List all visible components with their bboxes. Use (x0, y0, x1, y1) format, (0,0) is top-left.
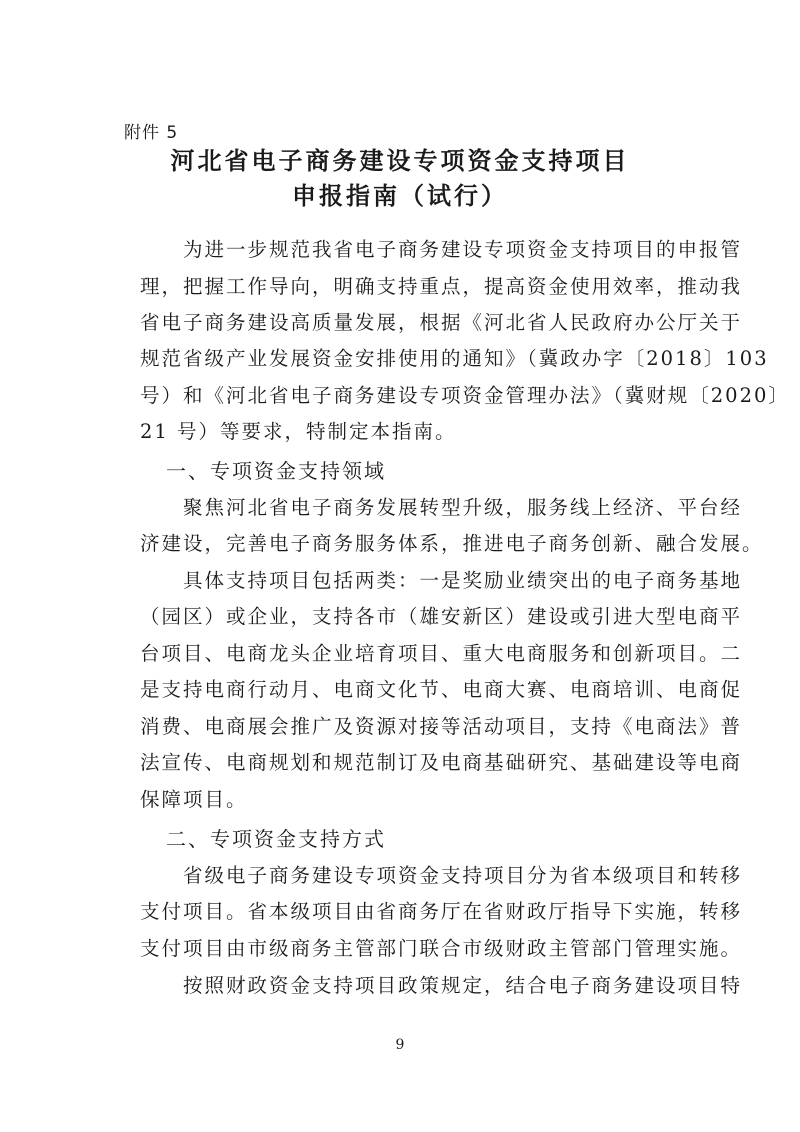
section2-para1-line: 支付项目由市级商务主管部门联合市级财政主管部门管理实施。 (140, 937, 743, 960)
document-title-line-1: 河北省电子商务建设专项资金支持项目 (170, 146, 630, 175)
section1-para1-line: 聚焦河北省电子商务发展转型升级，服务线上经济、平台经 (140, 496, 743, 519)
attachment-label: 附件 5 (124, 123, 179, 143)
section1-para2-line: 保障项目。 (140, 788, 248, 811)
intro-line: 为进一步规范我省电子商务建设专项资金支持项目的申报管 (140, 238, 743, 261)
section2-para2-line: 按照财政资金支持项目政策规定，结合电子商务建设项目特 (140, 974, 743, 997)
section2-para1-line: 支付项目。省本级项目由省商务厅在省财政厅指导下实施，转移 (140, 900, 743, 923)
document-title-line-2: 申报指南（试行） (292, 181, 508, 210)
section1-para2-line: 法宣传、电商规划和规范制订及电商基础研究、基础建设等电商 (140, 751, 743, 774)
section1-para2-line: 台项目、电商龙头企业培育项目、重大电商服务和创新项目。二 (140, 642, 743, 665)
page-number: 9 (395, 1037, 405, 1053)
section1-para2-line: 是支持电商行动月、电商文化节、电商大赛、电商培训、电商促 (140, 678, 743, 701)
section1-para2-line: （园区）或企业，支持各市（雄安新区）建设或引进大型电商平 (140, 605, 743, 628)
section1-para2-line: 消费、电商展会推广及资源对接等活动项目，支持《电商法》普 (140, 715, 743, 738)
intro-line: 号）和《河北省电子商务建设专项资金管理办法》（冀财规〔2020〕 (140, 384, 790, 407)
section-heading-2: 二、专项资金支持方式 (166, 827, 386, 851)
section1-para2-line: 具体支持项目包括两类：一是奖励业绩突出的电子商务基地 (140, 569, 743, 592)
intro-line: 理，把握工作导向，明确支持重点，提高资金使用效率，推动我 (140, 275, 743, 298)
intro-line: 规范省级产业发展资金安排使用的通知》（冀政办字〔2018〕103 (140, 347, 769, 370)
intro-line: 省电子商务建设高质量发展，根据《河北省人民政府办公厅关于 (140, 311, 743, 334)
section1-para1-line: 济建设，完善电子商务服务体系，推进电子商务创新、融合发展。 (140, 532, 764, 555)
section-heading-1: 一、专项资金支持领域 (166, 459, 386, 483)
intro-line: 21 号）等要求，特制定本指南。 (140, 420, 457, 443)
section2-para1-line: 省级电子商务建设专项资金支持项目分为省本级项目和转移 (140, 864, 743, 887)
